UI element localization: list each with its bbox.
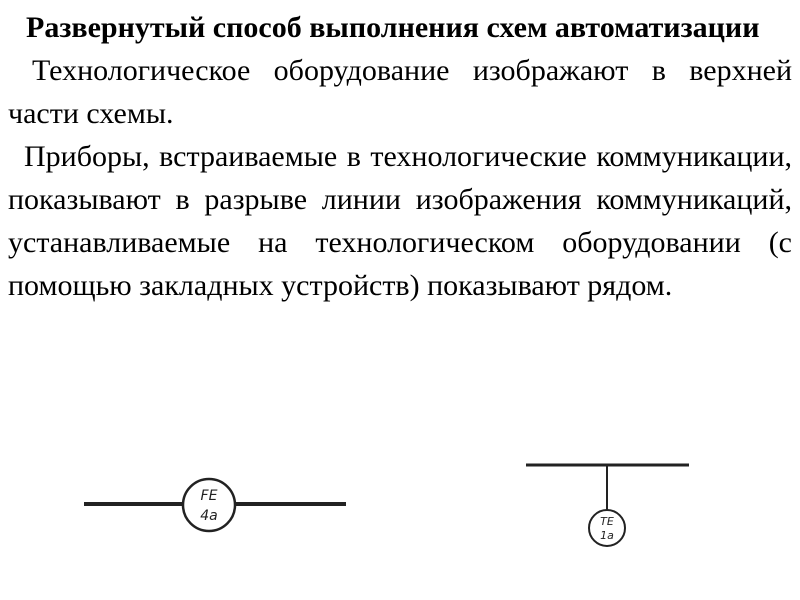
inline-instrument-figure — [84, 479, 346, 531]
mounted-instrument-figure — [526, 465, 689, 546]
text-content — [8, 6, 792, 307]
paragraph-instruments: Приборы, встраиваемые в технологические коммуникации, показывают в разрыве линии изображения коммуникаций, устанавливаемые на технологическом оборудовании (с помощью закладных устройств) показывают рядом. — [8, 140, 792, 302]
instrument-fe-top-label: FE — [200, 488, 218, 504]
instrument-symbols-illustration — [0, 440, 800, 600]
instrument-te-top-label: TE — [600, 515, 614, 528]
instrument-te-bottom-label: 1a — [600, 529, 614, 542]
instrument-fe-bottom-label: 4a — [200, 508, 218, 524]
paragraph-equipment: Технологическое оборудование изображают в верхней части схемы. — [8, 54, 792, 130]
slide-title: Развернутый способ выполнения схем автоматизации — [26, 11, 760, 44]
